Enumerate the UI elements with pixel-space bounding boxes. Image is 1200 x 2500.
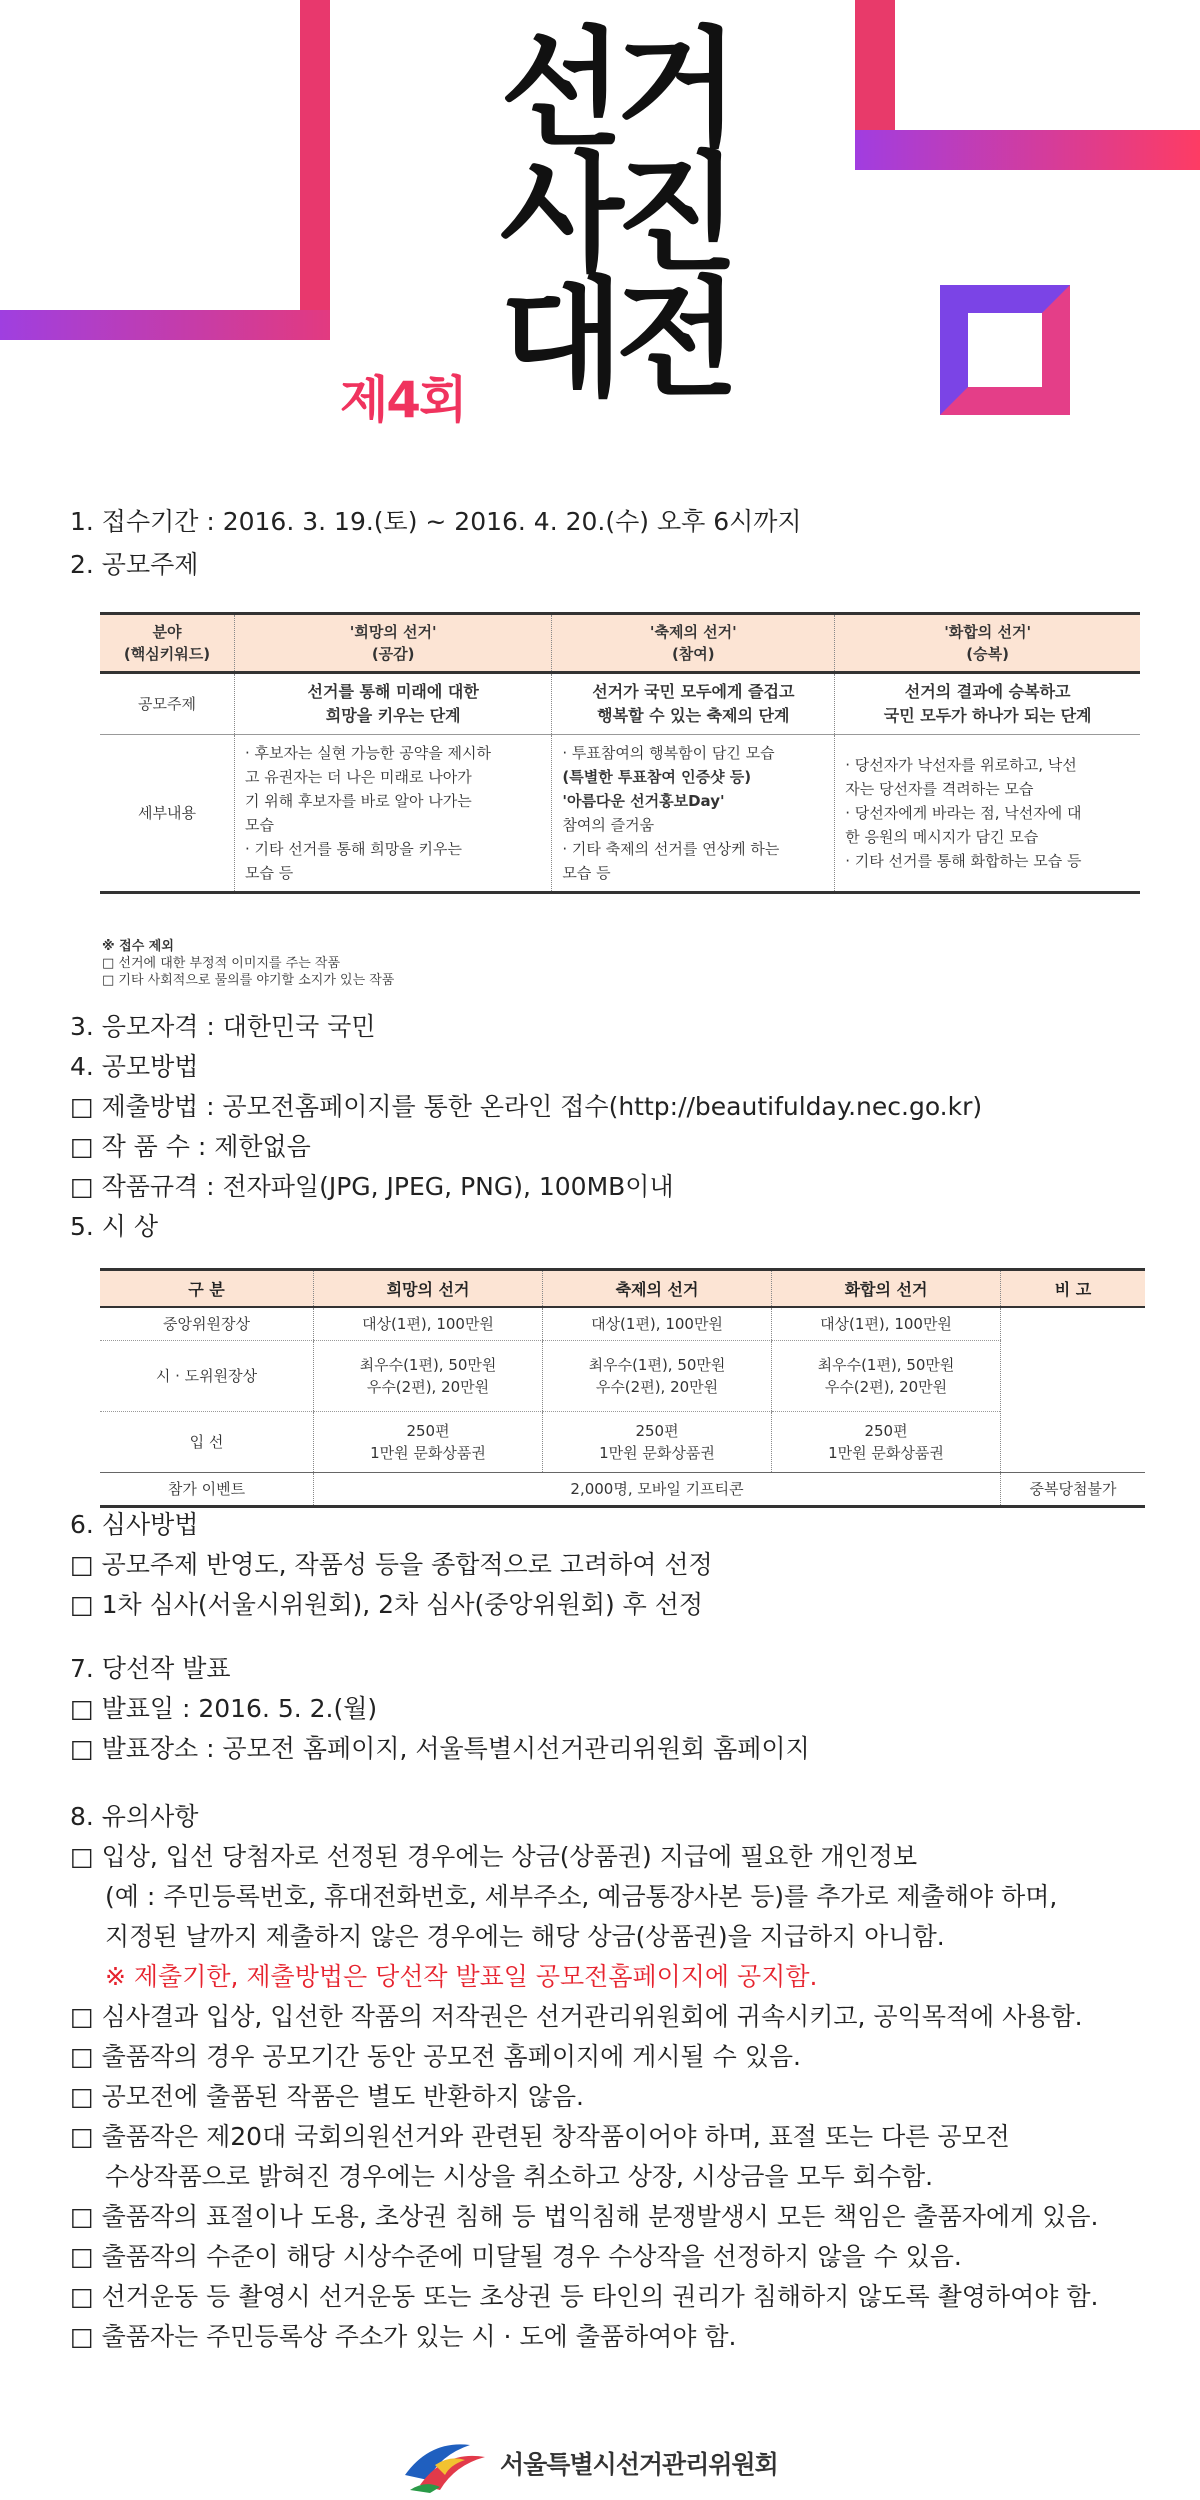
theme-row-label: 공모주제 — [100, 673, 235, 735]
notice-item-cont: 지정된 날까지 제출하지 않은 경우에는 해당 상금(상품권)을 지급하지 아니함. — [105, 1922, 945, 1951]
theme-detail-cell: · 후보자는 실현 가능한 공약을 제시하 고 유권자는 더 나은 미래로 나아가 기 위해 후보자를 바로 알아 나가는 모습 · 기타 선거를 통해 희망을 키우는 모습 등 — [235, 735, 552, 893]
poster-title-line-3: 대전 — [500, 265, 732, 414]
award-row — [100, 1412, 1145, 1473]
award-row-event — [100, 1473, 1145, 1507]
award-header: 화합의 선거 — [772, 1270, 1001, 1308]
decorative-frame-left — [0, 0, 330, 340]
theme-cell: 선거의 결과에 승복하고 국민 모두가 하나가 되는 단계 — [835, 673, 1140, 735]
event-value: 2,000명, 모바일 기프티콘 — [314, 1473, 1001, 1507]
award-cell: 250편 1만원 문화상품권 — [543, 1412, 772, 1473]
notice-item: □ 출품작의 표절이나 도용, 초상권 침해 등 법익침해 분쟁발생시 모든 책임은 출품자에게 있음. — [70, 2202, 1099, 2231]
event-note: 중복당첨불가 — [1001, 1473, 1146, 1507]
award-row — [100, 1307, 1145, 1341]
award-row-label: 중앙위원장상 — [100, 1307, 314, 1341]
theme-cell: 선거가 국민 모두에게 즐겁고 행복할 수 있는 축제의 단계 — [552, 673, 835, 735]
section-theme-heading: 2. 공모주제 — [70, 550, 199, 579]
notice-item: □ 출품작은 제20대 국회의원선거와 관련된 창작품이어야 하며, 표절 또는 다른 공모전 — [70, 2122, 1010, 2151]
theme-header-hope: '희망의 선거' (공감) — [235, 614, 552, 673]
award-header: 축제의 선거 — [543, 1270, 772, 1308]
theme-row-subject — [100, 673, 1140, 735]
award-cell: 대상(1편), 100만원 — [543, 1307, 772, 1341]
notice-item: □ 선거운동 등 촬영시 선거운동 또는 초상권 등 타인의 권리가 침해하지 않도록 촬영하여야 함. — [70, 2282, 1099, 2311]
notice-item: □ 출품자는 주민등록상 주소가 있는 시 · 도에 출품하여야 함. — [70, 2322, 737, 2351]
award-table-header — [100, 1270, 1145, 1308]
decorative-square — [940, 285, 1070, 415]
award-cell: 250편 1만원 문화상품권 — [772, 1412, 1001, 1473]
method-item: □ 제출방법 : 공모전홈페이지를 통한 온라인 접수(http://beautifulday.nec.go.kr) — [70, 1092, 983, 1121]
theme-row-label: 세부내용 — [100, 735, 235, 893]
award-header: 비 고 — [1001, 1270, 1146, 1308]
section-eligibility: 3. 응모자격 : 대한민국 국민 — [70, 1012, 376, 1041]
section-notes-heading: 8. 유의사항 — [70, 1802, 199, 1831]
notice-item: □ 공모전에 출품된 작품은 별도 반환하지 않음. — [70, 2082, 584, 2111]
award-table — [100, 1268, 1145, 1508]
notice-item-cont: (예 : 주민등록번호, 휴대전화번호, 세부주소, 예금통장사본 등)를 추가로 제출해야 하며, — [105, 1882, 1058, 1911]
method-item: □ 작품규격 : 전자파일(JPG, JPEG, PNG), 100MB이내 — [70, 1172, 674, 1201]
section-awards-heading: 5. 시 상 — [70, 1212, 159, 1241]
award-row — [100, 1341, 1145, 1412]
notice-item: □ 입상, 입선 당첨자로 선정된 경우에는 상금(상품권) 지급에 필요한 개인정보 — [70, 1842, 918, 1871]
award-header: 희망의 선거 — [314, 1270, 543, 1308]
decorative-frame-right — [855, 0, 1200, 170]
award-cell: 250편 1만원 문화상품권 — [314, 1412, 543, 1473]
judging-item: □ 1차 심사(서울시위원회), 2차 심사(중앙위원회) 후 선정 — [70, 1590, 704, 1619]
theme-header-festival: '축제의 선거' (참여) — [552, 614, 835, 673]
notice-item: □ 심사결과 입상, 입선한 작품의 저작권은 선거관리위원회에 귀속시키고, 공익목적에 사용함. — [70, 2002, 1083, 2031]
method-item: □ 작 품 수 : 제한없음 — [70, 1132, 311, 1161]
announce-item: □ 발표장소 : 공모전 홈페이지, 서울특별시선거관리위원회 홈페이지 — [70, 1734, 810, 1763]
theme-header-field: 분야 (핵심키워드) — [100, 614, 235, 673]
notice-item-cont: 수상작품으로 밝혀진 경우에는 시상을 취소하고 상장, 시상금을 모두 회수함. — [105, 2162, 934, 2191]
notice-warning: ※ 제출기한, 제출방법은 당선작 발표일 공모전홈페이지에 공지함. — [105, 1962, 818, 1991]
award-row-label: 시 · 도위원장상 — [100, 1341, 314, 1412]
commission-logo-icon — [400, 2435, 490, 2495]
award-cell: 최우수(1편), 50만원 우수(2편), 20만원 — [772, 1341, 1001, 1412]
section-period: 1. 접수기간 : 2016. 3. 19.(토) ~ 2016. 4. 20.(수) 오후 6시까지 — [70, 507, 802, 536]
theme-row-details — [100, 735, 1140, 893]
exclusion-notes: ※ 접수 제외 □ 선거에 대한 부정적 이미지를 주는 작품 □ 기타 사회적으로 물의를 야기할 소지가 있는 작품 — [102, 939, 395, 988]
award-row-label: 참가 이벤트 — [100, 1473, 314, 1507]
footer-organization: 서울특별시선거관리위원회 — [500, 2450, 778, 2479]
theme-table — [100, 612, 1140, 894]
award-cell: 대상(1편), 100만원 — [772, 1307, 1001, 1341]
theme-detail-cell: · 당선자가 낙선자를 위로하고, 낙선 자는 당선자를 격려하는 모습 · 당선자에게 바라는 점, 낙선자에 대 한 응원의 메시지가 담긴 모습 · 기타 선거를 통해 화합하는 모습 등 — [835, 735, 1140, 893]
award-cell: 최우수(1편), 50만원 우수(2편), 20만원 — [314, 1341, 543, 1412]
section-method-heading: 4. 공모방법 — [70, 1052, 199, 1081]
section-judging-heading: 6. 심사방법 — [70, 1510, 199, 1539]
award-header: 구 분 — [100, 1270, 314, 1308]
theme-cell: 선거를 통해 미래에 대한 희망을 키우는 단계 — [235, 673, 552, 735]
notice-item: □ 출품작의 수준이 해당 시상수준에 미달될 경우 수상작을 선정하지 않을 수 있음. — [70, 2242, 962, 2271]
theme-detail-cell: · 투표참여의 행복함이 담긴 모습 (특별한 투표참여 인증샷 등) '아름다운 선거홍보Day' 참여의 즐거움 · 기타 축제의 선거를 연상케 하는 모습 등 — [552, 735, 835, 893]
award-cell: 대상(1편), 100만원 — [314, 1307, 543, 1341]
announce-item: □ 발표일 : 2016. 5. 2.(월) — [70, 1694, 378, 1723]
section-announce-heading: 7. 당선작 발표 — [70, 1654, 231, 1683]
poster-title-line-2: 사진 — [500, 140, 732, 289]
poster-title-line-1: 선거 — [500, 15, 732, 164]
award-note-cell — [1001, 1307, 1146, 1473]
theme-header-harmony: '화합의 선거' (승복) — [835, 614, 1140, 673]
poster-edition: 제4회 — [340, 371, 466, 429]
theme-table-header — [100, 614, 1140, 673]
award-row-label: 입 선 — [100, 1412, 314, 1473]
award-cell: 최우수(1편), 50만원 우수(2편), 20만원 — [543, 1341, 772, 1412]
notice-item: □ 출품작의 경우 공모기간 동안 공모전 홈페이지에 게시될 수 있음. — [70, 2042, 801, 2071]
judging-item: □ 공모주제 반영도, 작품성 등을 종합적으로 고려하여 선정 — [70, 1550, 713, 1579]
